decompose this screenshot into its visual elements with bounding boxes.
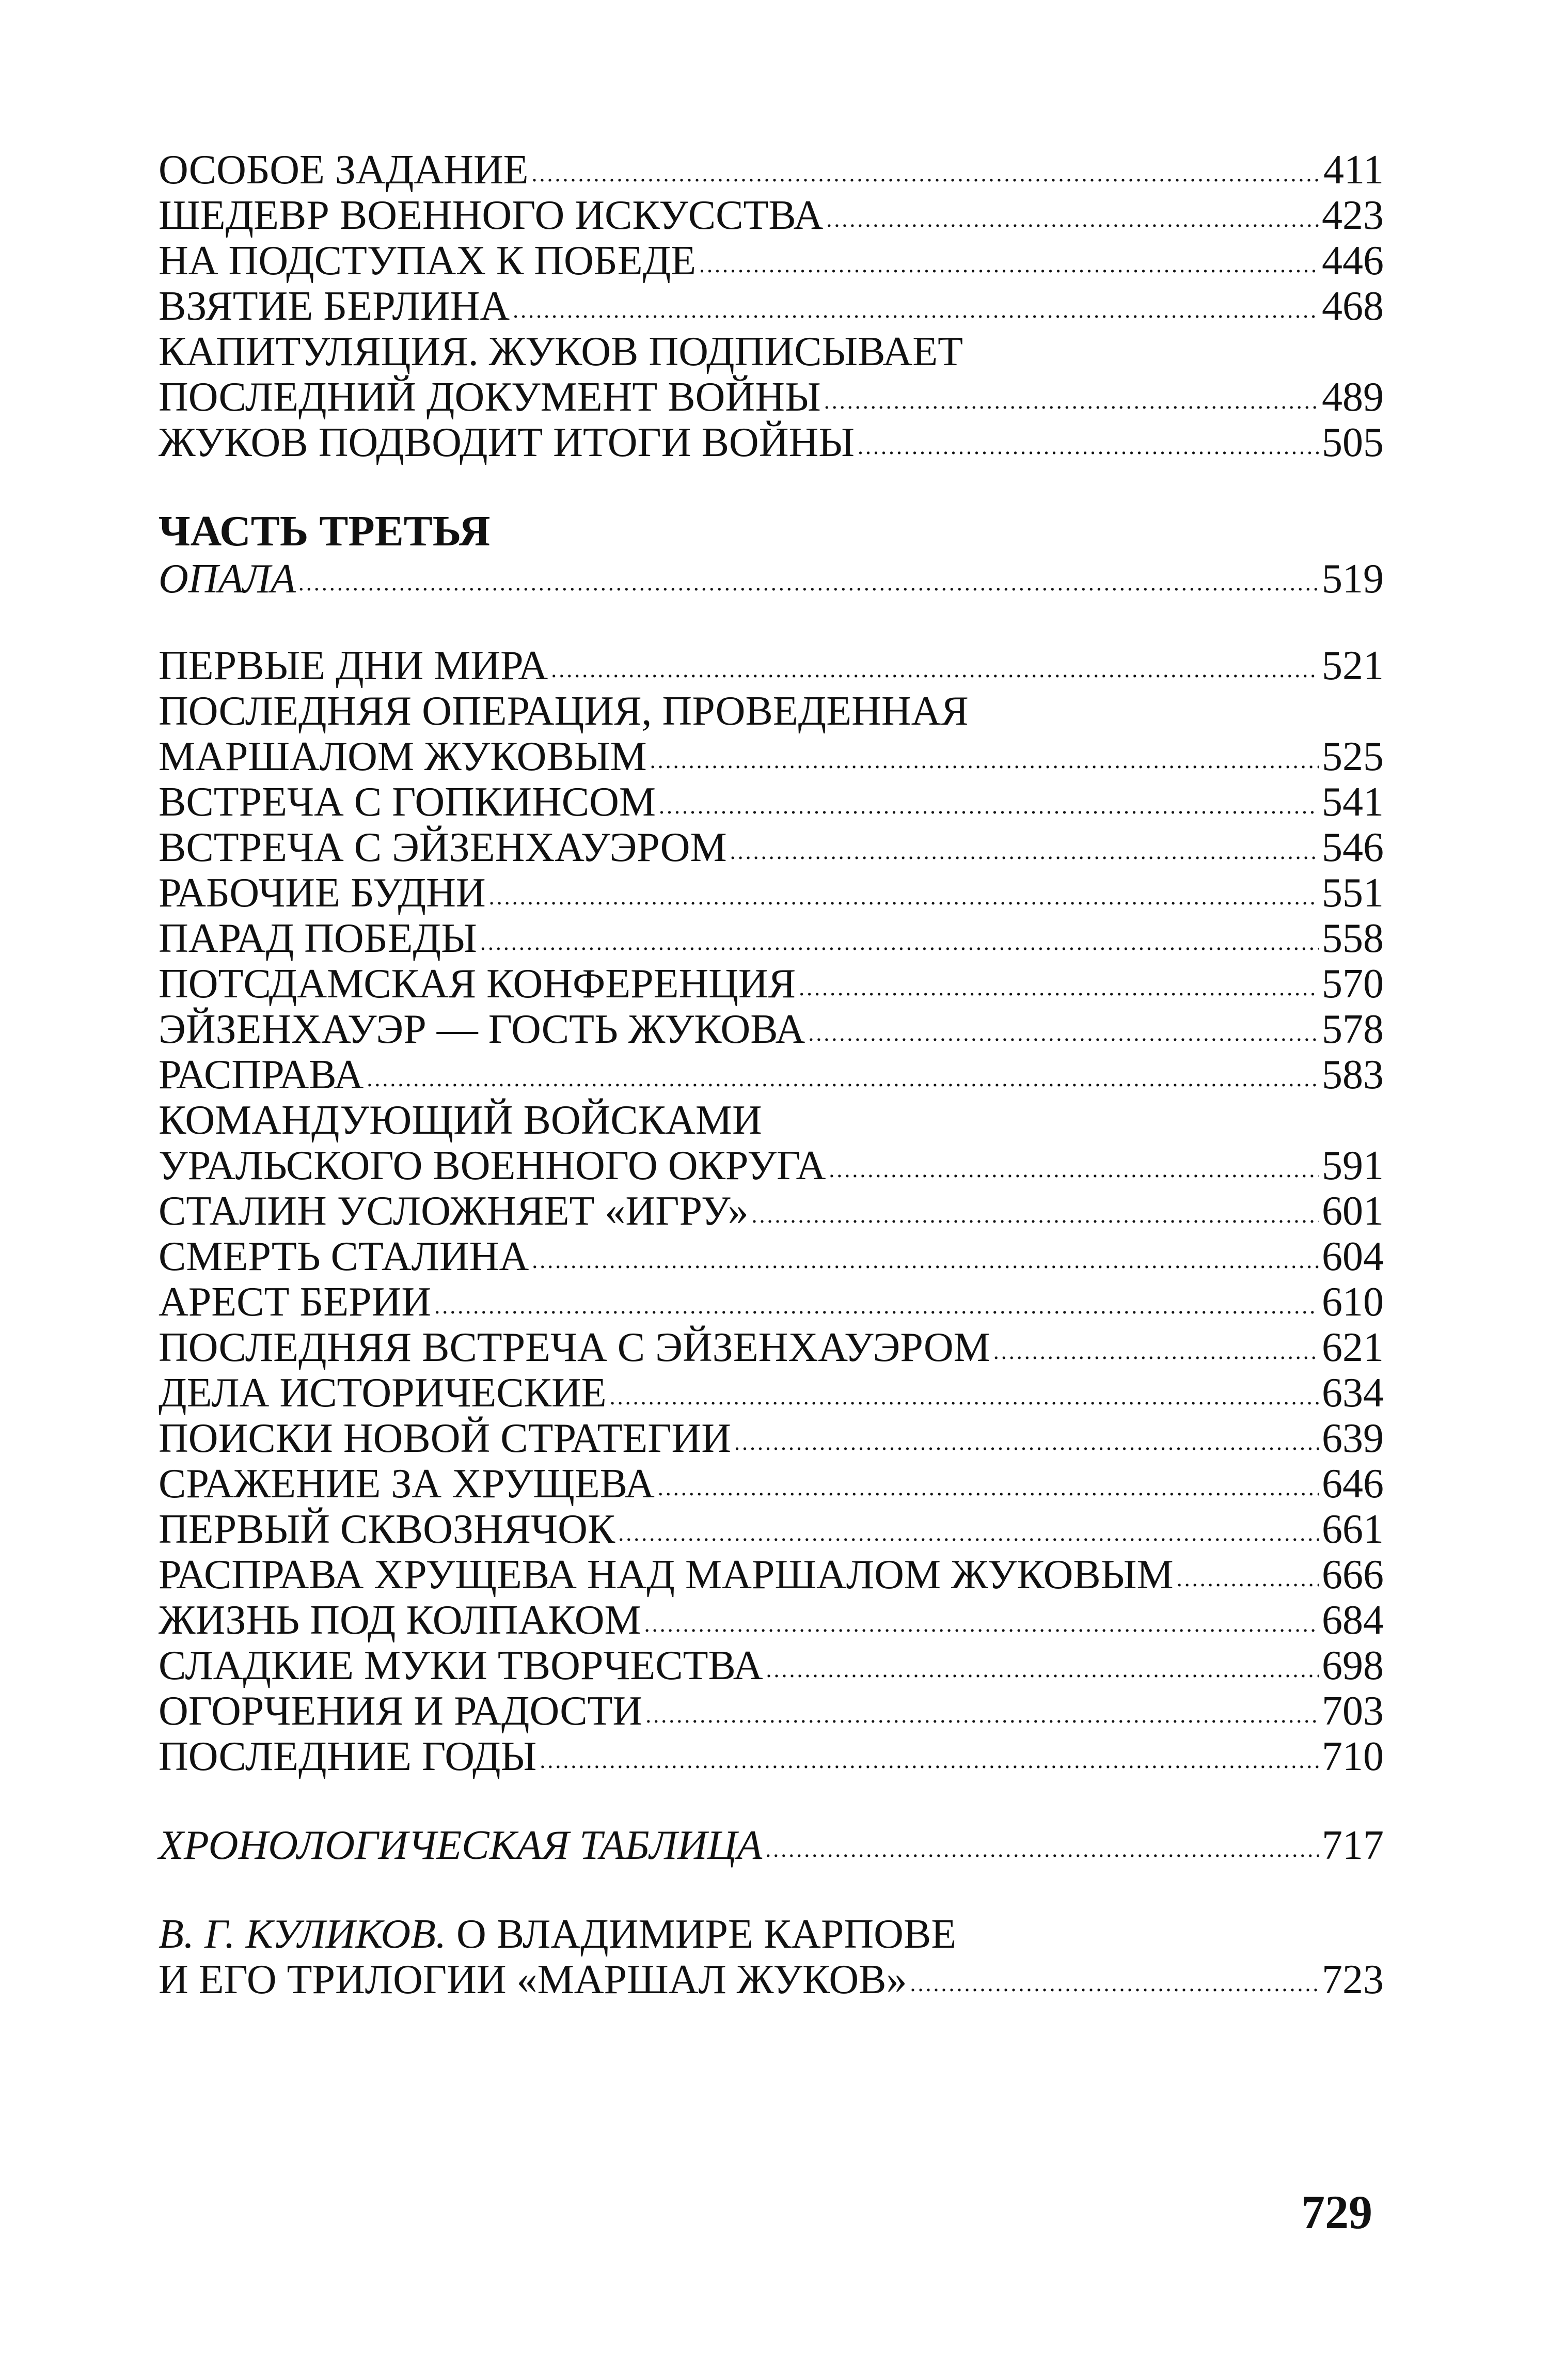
toc-entry xyxy=(159,147,1384,193)
toc-entry-title: ПЕРВЫЙ СКВОЗНЯЧОК xyxy=(159,1507,615,1552)
toc-entry-page: 551 xyxy=(1322,870,1384,916)
toc-entry-title: РАСПРАВА ХРУЩЕВА НАД МАРШАЛОМ ЖУКОВЫМ xyxy=(159,1552,1174,1598)
dot-leader xyxy=(644,1602,1319,1647)
toc-entry-title: СМЕРТЬ СТАЛИНА xyxy=(159,1234,529,1279)
toc-entry-page: 717 xyxy=(1322,1823,1384,1868)
toc-entry-page: 723 xyxy=(1322,1957,1384,2002)
toc-entry-page: 489 xyxy=(1322,374,1384,420)
toc-entry-title: СТАЛИН УСЛОЖНЯЕТ «ИГРУ» xyxy=(159,1188,749,1234)
toc-entry xyxy=(159,1234,1384,1279)
toc-entry-title: ВСТРЕЧА С ЭЙЗЕНХАУЭРОМ xyxy=(159,825,727,870)
toc-entry-title: ПОТСДАМСКАЯ КОНФЕРЕНЦИЯ xyxy=(159,961,796,1007)
toc-entry xyxy=(159,734,1384,779)
toc-entry xyxy=(159,420,1384,465)
table-of-contents xyxy=(159,147,1384,2002)
toc-entry-title: ШЕДЕВР ВОЕННОГО ИСКУССТВА xyxy=(159,193,824,238)
toc-entry xyxy=(159,916,1384,961)
dot-leader xyxy=(1177,1556,1319,1602)
toc-entry-first-line: КАПИТУЛЯЦИЯ. ЖУКОВ ПОДПИСЫВАЕТ xyxy=(159,329,963,374)
dot-leader xyxy=(766,1647,1319,1693)
toc-entry xyxy=(159,961,1384,1007)
toc-entry xyxy=(159,1552,1384,1598)
toc-entry xyxy=(159,779,1384,825)
toc-entry-page: 519 xyxy=(1322,556,1384,602)
toc-entry xyxy=(159,1052,1384,1098)
toc-entry xyxy=(159,1461,1384,1507)
toc-entry-page: 610 xyxy=(1322,1279,1384,1325)
toc-entry-page: 558 xyxy=(1322,916,1384,961)
toc-entry-first-line: ПОСЛЕДНЯЯ ОПЕРАЦИЯ, ПРОВЕДЕННАЯ xyxy=(159,688,969,734)
toc-entry-title: ПЕРВЫЕ ДНИ МИРА xyxy=(159,643,548,688)
toc-entry-title: ЖУКОВ ПОДВОДИТ ИТОГИ ВОЙНЫ xyxy=(159,420,855,465)
toc-entry-title: ВСТРЕЧА С ГОПКИНСОМ xyxy=(159,779,656,825)
toc-entry xyxy=(159,238,1384,284)
toc-entry-title: ОСОБОЕ ЗАДАНИЕ xyxy=(159,147,529,193)
toc-entry-title: СЛАДКИЕ МУКИ ТВОРЧЕСТВА xyxy=(159,1643,763,1688)
dot-leader xyxy=(367,1056,1319,1102)
toc-entry xyxy=(159,870,1384,916)
dot-leader xyxy=(489,874,1319,920)
toc-entry-page: 570 xyxy=(1322,961,1384,1007)
part-subtitle: ОПАЛА xyxy=(159,556,296,602)
toc-entry-title: ВЗЯТИЕ БЕРЛИНА xyxy=(159,284,510,329)
dot-leader xyxy=(610,1374,1319,1420)
toc-entry-title: ДЕЛА ИСТОРИЧЕСКИЕ xyxy=(159,1370,607,1416)
toc-entry-title: ЭЙЗЕНХАУЭР — ГОСТЬ ЖУКОВА xyxy=(159,1007,805,1052)
toc-entry-title: ПОСЛЕДНИЙ ДОКУМЕНТ ВОЙНЫ xyxy=(159,374,821,420)
page-number: 729 xyxy=(1301,2186,1372,2238)
toc-entry-page: 525 xyxy=(1322,734,1384,779)
dot-leader xyxy=(765,1827,1319,1872)
dot-leader xyxy=(551,647,1319,693)
dot-leader xyxy=(658,1465,1319,1511)
toc-entry-page: 521 xyxy=(1322,643,1384,688)
toc-entry xyxy=(159,1007,1384,1052)
toc-entry xyxy=(159,1598,1384,1643)
dot-leader xyxy=(480,920,1319,965)
toc-entry-page: 684 xyxy=(1322,1598,1384,1643)
part-heading: ЧАСТЬ ТРЕТЬЯ xyxy=(159,507,491,555)
toc-entry xyxy=(159,284,1384,329)
toc-entry-page: 591 xyxy=(1322,1143,1384,1188)
toc-entry-page: 583 xyxy=(1322,1052,1384,1098)
chronology-title: ХРОНОЛОГИЧЕСКАЯ ТАБЛИЦА xyxy=(159,1823,763,1868)
toc-entry-title: НА ПОДСТУПАХ К ПОБЕДЕ xyxy=(159,238,697,284)
toc-entry-page: 703 xyxy=(1322,1688,1384,1734)
toc-entry xyxy=(159,193,1384,238)
dot-leader xyxy=(734,1420,1319,1465)
toc-entry xyxy=(159,1688,1384,1734)
toc-entry xyxy=(159,825,1384,870)
toc-entry xyxy=(159,1734,1384,1779)
toc-entry-title: РАБОЧИЕ БУДНИ xyxy=(159,870,486,916)
dot-leader xyxy=(532,151,1319,197)
toc-entry-title: ОГОРЧЕНИЯ И РАДОСТИ xyxy=(159,1688,643,1734)
dot-leader xyxy=(829,1147,1319,1193)
dot-leader xyxy=(513,288,1319,333)
toc-entry-title: ЖИЗНЬ ПОД КОЛПАКОМ xyxy=(159,1598,641,1643)
dot-leader xyxy=(808,1011,1319,1056)
dot-leader xyxy=(826,197,1319,242)
toc-entry-page: 411 xyxy=(1323,147,1384,193)
toc-entry-page: 423 xyxy=(1322,193,1384,238)
dot-leader xyxy=(645,1693,1319,1738)
toc-entry-page: 578 xyxy=(1322,1007,1384,1052)
toc-entry-page: 646 xyxy=(1322,1461,1384,1507)
toc-entry-page: 604 xyxy=(1322,1234,1384,1279)
toc-entry xyxy=(159,1957,1384,2002)
dot-leader xyxy=(434,1283,1319,1329)
dot-leader xyxy=(650,738,1319,784)
toc-entry-page: 639 xyxy=(1322,1416,1384,1461)
toc-entry-title: И ЕГО ТРИЛОГИИ «МАРШАЛ ЖУКОВ» xyxy=(159,1957,907,2002)
toc-entry xyxy=(159,374,1384,420)
toc-entry-page: 621 xyxy=(1322,1325,1384,1370)
toc-entry-title: РАСПРАВА xyxy=(159,1052,364,1098)
toc-entry-page: 446 xyxy=(1322,238,1384,284)
dot-leader xyxy=(799,965,1319,1011)
toc-entry-title: ПОСЛЕДНИЕ ГОДЫ xyxy=(159,1734,537,1779)
toc-entry-page: 546 xyxy=(1322,825,1384,870)
toc-entry xyxy=(159,556,1384,602)
toc-entry-page: 698 xyxy=(1322,1643,1384,1688)
toc-entry xyxy=(159,1279,1384,1325)
toc-entry xyxy=(159,1370,1384,1416)
toc-entry-page: 505 xyxy=(1322,420,1384,465)
toc-entry-title: МАРШАЛОМ ЖУКОВЫМ xyxy=(159,734,647,779)
toc-entry-title: УРАЛЬСКОГО ВОЕННОГО ОКРУГА xyxy=(159,1143,826,1188)
dot-leader xyxy=(910,1961,1319,2007)
toc-entry xyxy=(159,643,1384,688)
toc-entry-title: ПОСЛЕДНЯЯ ВСТРЕЧА С ЭЙЗЕНХАУЭРОМ xyxy=(159,1325,990,1370)
toc-entry-title: СРАЖЕНИЕ ЗА ХРУЩЕВА xyxy=(159,1461,655,1507)
afterword-first-line xyxy=(159,1912,1384,1957)
toc-entry xyxy=(159,1325,1384,1370)
dot-leader xyxy=(618,1511,1319,1556)
toc-entry-page: 541 xyxy=(1322,779,1384,825)
dot-leader xyxy=(858,424,1319,469)
toc-entry xyxy=(159,1188,1384,1234)
dot-leader xyxy=(532,1238,1319,1283)
toc-entry xyxy=(159,1416,1384,1461)
toc-entry-page: 710 xyxy=(1322,1734,1384,1779)
toc-entry xyxy=(159,1143,1384,1188)
toc-entry-page: 661 xyxy=(1322,1507,1384,1552)
dot-leader xyxy=(752,1193,1319,1238)
dot-leader xyxy=(730,829,1319,874)
dot-leader xyxy=(824,379,1319,424)
toc-entry-page: 666 xyxy=(1322,1552,1384,1598)
dot-leader xyxy=(659,784,1319,829)
toc-entry xyxy=(159,1507,1384,1552)
toc-entry-title: АРЕСТ БЕРИИ xyxy=(159,1279,432,1325)
dot-leader xyxy=(299,560,1319,606)
toc-entry xyxy=(159,1823,1384,1868)
toc-entry-title: ПАРАД ПОБЕДЫ xyxy=(159,916,477,961)
toc-entry-page: 601 xyxy=(1322,1188,1384,1234)
toc-entry xyxy=(159,1643,1384,1688)
dot-leader xyxy=(993,1329,1319,1374)
toc-entry-first-line: КОМАНДУЮЩИЙ ВОЙСКАМИ xyxy=(159,1098,762,1143)
afterword-title-start: О ВЛАДИМИРЕ КАРПОВЕ xyxy=(446,1912,957,1957)
toc-entry-page: 468 xyxy=(1322,284,1384,329)
toc-entry-page: 634 xyxy=(1322,1370,1384,1416)
dot-leader xyxy=(540,1738,1319,1783)
dot-leader xyxy=(699,242,1319,288)
toc-entry-title: ПОИСКИ НОВОЙ СТРАТЕГИИ xyxy=(159,1416,732,1461)
afterword-author: В. Г. КУЛИКОВ. xyxy=(159,1912,447,1957)
